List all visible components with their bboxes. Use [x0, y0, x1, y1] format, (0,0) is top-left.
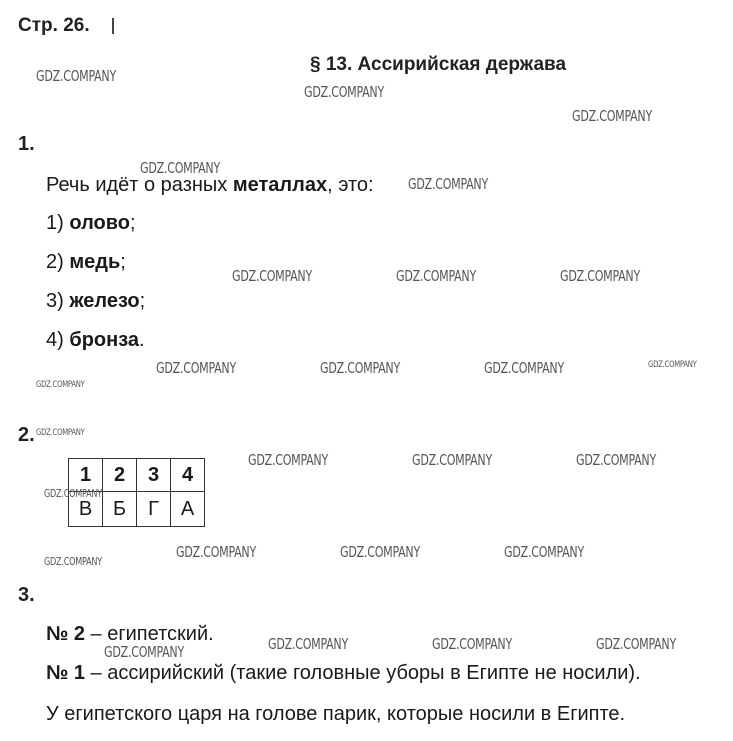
section-title: § 13. Ассирийская держава — [310, 54, 567, 75]
text-cursor — [112, 18, 114, 34]
table-cell: В — [69, 492, 103, 527]
item-suffix: . — [139, 329, 145, 351]
watermark: GDZ.COMPANY — [232, 267, 312, 285]
item-term: бронза — [69, 329, 140, 351]
watermark: GDZ.COMPANY — [320, 359, 400, 377]
watermark: GDZ.COMPANY — [412, 451, 492, 469]
watermark: GDZ.COMPANY — [560, 267, 640, 285]
table-header-cell: 2 — [103, 459, 137, 492]
watermark: GDZ.COMPANY — [156, 359, 236, 377]
list-item — [46, 329, 145, 352]
intro-text-before: Речь идёт о разных — [46, 174, 233, 196]
watermark: GDZ.COMPANY — [432, 635, 512, 653]
table-cell: Б — [103, 492, 137, 527]
watermark: GDZ.COMPANY — [176, 543, 256, 561]
answer-number: № 2 — [46, 623, 85, 645]
table-cell: Г — [137, 492, 171, 527]
watermark: GDZ.COMPANY — [44, 555, 102, 568]
list-item — [46, 251, 126, 274]
page-label: Стр. 26. — [18, 15, 90, 36]
watermark: GDZ.COMPANY — [576, 451, 656, 469]
watermark: GDZ.COMPANY — [572, 107, 652, 125]
watermark: GDZ.COMPANY — [504, 543, 584, 561]
item-suffix: ; — [139, 290, 146, 312]
item-prefix: 3) — [46, 290, 70, 312]
task-2-number: 2. — [18, 424, 35, 446]
watermark: GDZ.COMPANY — [36, 380, 85, 390]
watermark: GDZ.COMPANY — [36, 67, 116, 85]
task-3-line-2 — [46, 662, 641, 685]
item-prefix: 1) — [46, 212, 70, 234]
watermark: GDZ.COMPANY — [484, 359, 564, 377]
table-header-cell: 3 — [137, 459, 171, 492]
watermark: GDZ.COMPANY — [104, 643, 184, 661]
item-prefix: 2) — [46, 251, 70, 273]
item-term: олово — [69, 212, 130, 234]
watermark: GDZ.COMPANY — [44, 487, 102, 500]
watermark: GDZ.COMPANY — [396, 267, 476, 285]
task-3-line-3: У египетского царя на голове парик, которые носили в Египте. — [46, 703, 626, 725]
answer-number: № 1 — [46, 662, 85, 684]
watermark: GDZ.COMPANY — [248, 451, 328, 469]
item-suffix: ; — [120, 251, 126, 273]
item-prefix: 4) — [46, 329, 70, 351]
watermark: GDZ.COMPANY — [648, 360, 697, 370]
watermark: GDZ.COMPANY — [340, 543, 420, 561]
watermark: GDZ.COMPANY — [304, 83, 384, 101]
table-cell: А — [171, 492, 205, 527]
answer-text: – ассирийский (такие головные уборы в Египте не носили). — [84, 662, 641, 684]
watermark: GDZ.COMPANY — [268, 635, 348, 653]
answer-text: – египетский. — [84, 623, 214, 645]
list-item — [46, 212, 136, 235]
task-1-number: 1. — [18, 133, 35, 155]
watermark: GDZ.COMPANY — [408, 175, 488, 193]
watermark: GDZ.COMPANY — [36, 428, 85, 438]
task-1-intro — [46, 174, 374, 197]
watermark: GDZ.COMPANY — [596, 635, 676, 653]
task-3-number: 3. — [18, 584, 35, 606]
table-header-cell: 1 — [69, 459, 103, 492]
item-term: железо — [69, 290, 140, 312]
item-suffix: ; — [129, 212, 136, 234]
intro-text-after: , это: — [327, 174, 374, 196]
intro-bold-term: металлах — [232, 174, 328, 196]
list-item — [46, 290, 145, 313]
item-term: медь — [69, 251, 121, 273]
table-header-cell: 4 — [171, 459, 205, 492]
watermark: GDZ.COMPANY — [140, 159, 220, 177]
